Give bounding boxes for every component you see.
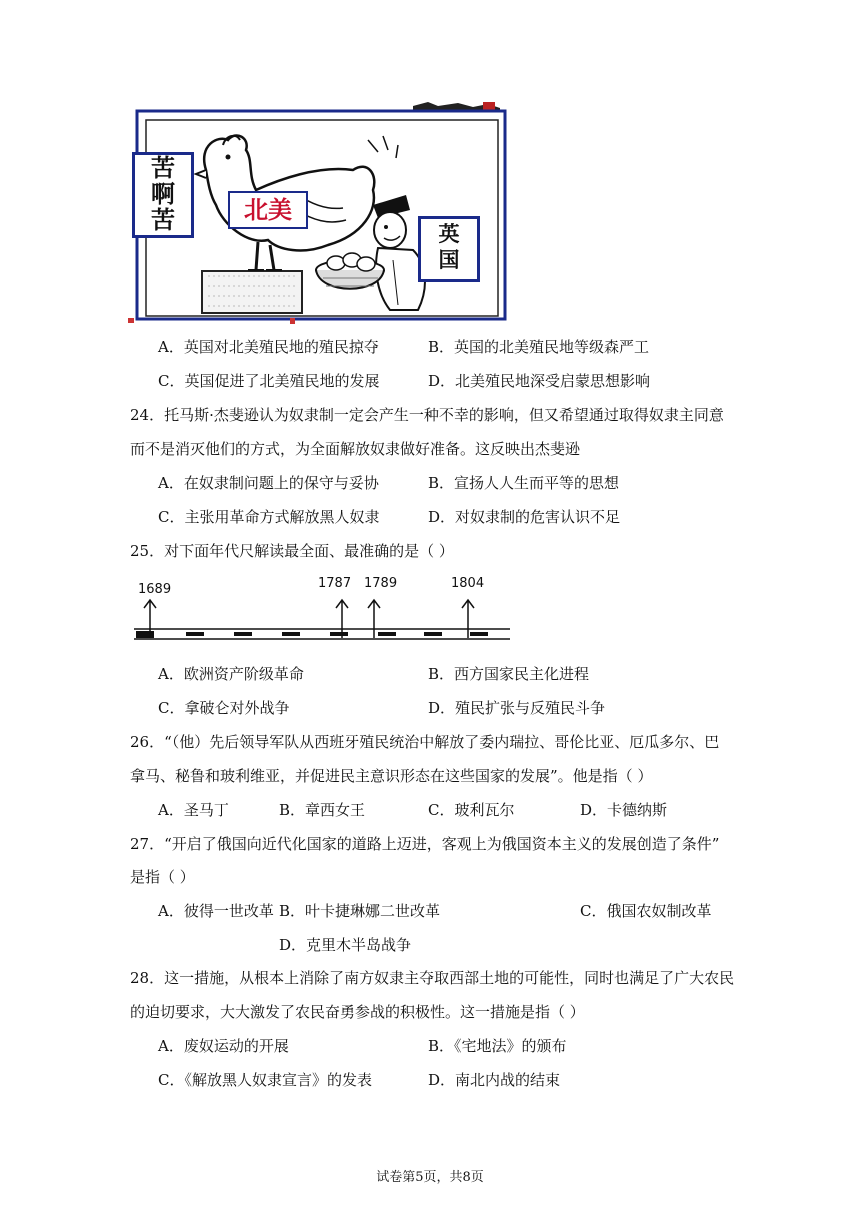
q26-stem-line2: 拿马、秘鲁和玻利维亚，并促进民主意识形态在这些国家的发展”。他是指（ ） [130, 767, 653, 785]
q24-stem-line2: 而不是消灭他们的方式，为全面解放奴隶做好准备。这反映出杰斐逊 [130, 440, 581, 458]
q28-option-c: C．《解放黑人奴隶宣言》的发表 [158, 1071, 372, 1089]
q24-option-c: C．主张用革命方式解放黑人奴隶 [158, 508, 380, 526]
q27-option-c: C．俄国农奴制改革 [580, 902, 712, 920]
q27-option-a: A．彼得一世改革 [158, 902, 274, 920]
q24-stem-line1: 24．托马斯·杰斐逊认为奴隶制一定会产生一种不幸的影响，但又希望通过取得奴隶主同意 [130, 406, 724, 424]
q24-option-b: B．宣扬人人生而平等的思想 [428, 474, 620, 492]
q25-stem: 25．对下面年代尺解读最全面、最准确的是（ ） [130, 542, 454, 560]
page-footer: 试卷第5页，共8页 [376, 1170, 484, 1185]
q23-option-a: A．英国对北美殖民地的殖民掠夺 [158, 338, 379, 356]
q27-option-b: B．叶卡捷琳娜二世改革 [279, 902, 441, 920]
q25-option-d: D．殖民扩张与反殖民斗争 [428, 699, 606, 717]
timeline-year-1789: 1789 [364, 576, 398, 591]
q24-option-a: A．在奴隶制问题上的保守与妥协 [158, 474, 379, 492]
q23-option-b: B．英国的北美殖民地等级森严工 [428, 338, 650, 356]
q25-option-a: A．欧洲资产阶级革命 [158, 665, 304, 683]
label-bitter-char-2: 啊 [151, 180, 175, 208]
label-bitter-char-1: 苦 [151, 154, 175, 182]
timeline-year-1689: 1689 [138, 582, 172, 597]
q28-stem-line2: 的迫切要求，大大激发了农民奋勇参战的积极性。这一措施是指（ ） [130, 1003, 585, 1021]
q26-stem-line1: 26．“（他）先后领导军队从西班牙殖民统治中解放了委内瑞拉、哥伦比亚、厄瓜多尔、巴 [130, 733, 720, 751]
timeline-ruler [130, 572, 514, 644]
q28-option-d: D．南北内战的结束 [428, 1071, 561, 1089]
label-britain-char-1: 英 [438, 222, 460, 246]
q24-option-d: D．对奴隶制的危害认识不足 [428, 508, 621, 526]
label-bitter-char-3: 苦 [151, 206, 175, 234]
label-britain-box [418, 216, 480, 282]
q26-option-c: C．玻利瓦尔 [428, 801, 515, 819]
cartoon-figure [128, 100, 512, 326]
q28-option-a: A．废奴运动的开展 [158, 1037, 289, 1055]
q27-stem-line2: 是指（ ） [130, 868, 195, 886]
q26-option-a: A．圣马丁 [158, 801, 229, 819]
q26-option-b: B．章西女王 [279, 801, 366, 819]
q27-option-d: D．克里木半岛战争 [279, 936, 412, 954]
q25-option-c: C．拿破仑对外战争 [158, 699, 290, 717]
label-bitter-box [132, 152, 194, 238]
q28-option-b: B．《宅地法》的颁布 [428, 1037, 567, 1055]
timeline-year-1787: 1787 [318, 576, 352, 591]
q23-option-d: D．北美殖民地深受启蒙思想影响 [428, 372, 651, 390]
q23-option-c: C．英国促进了北美殖民地的发展 [158, 372, 380, 390]
q27-stem-line1: 27．“开启了俄国向近代化国家的道路上迈进，客观上为俄国资本主义的发展创造了条件” [130, 835, 720, 853]
timeline-year-1804: 1804 [451, 576, 485, 591]
label-north-america: 北美 [228, 191, 308, 229]
q28-stem-line1: 28．这一措施，从根本上消除了南方奴隶主夺取西部土地的可能性，同时也满足了广大农民 [130, 969, 735, 987]
q26-option-d: D．卡德纳斯 [580, 801, 668, 819]
q25-option-b: B．西方国家民主化进程 [428, 665, 590, 683]
label-britain-char-2: 国 [438, 248, 460, 272]
